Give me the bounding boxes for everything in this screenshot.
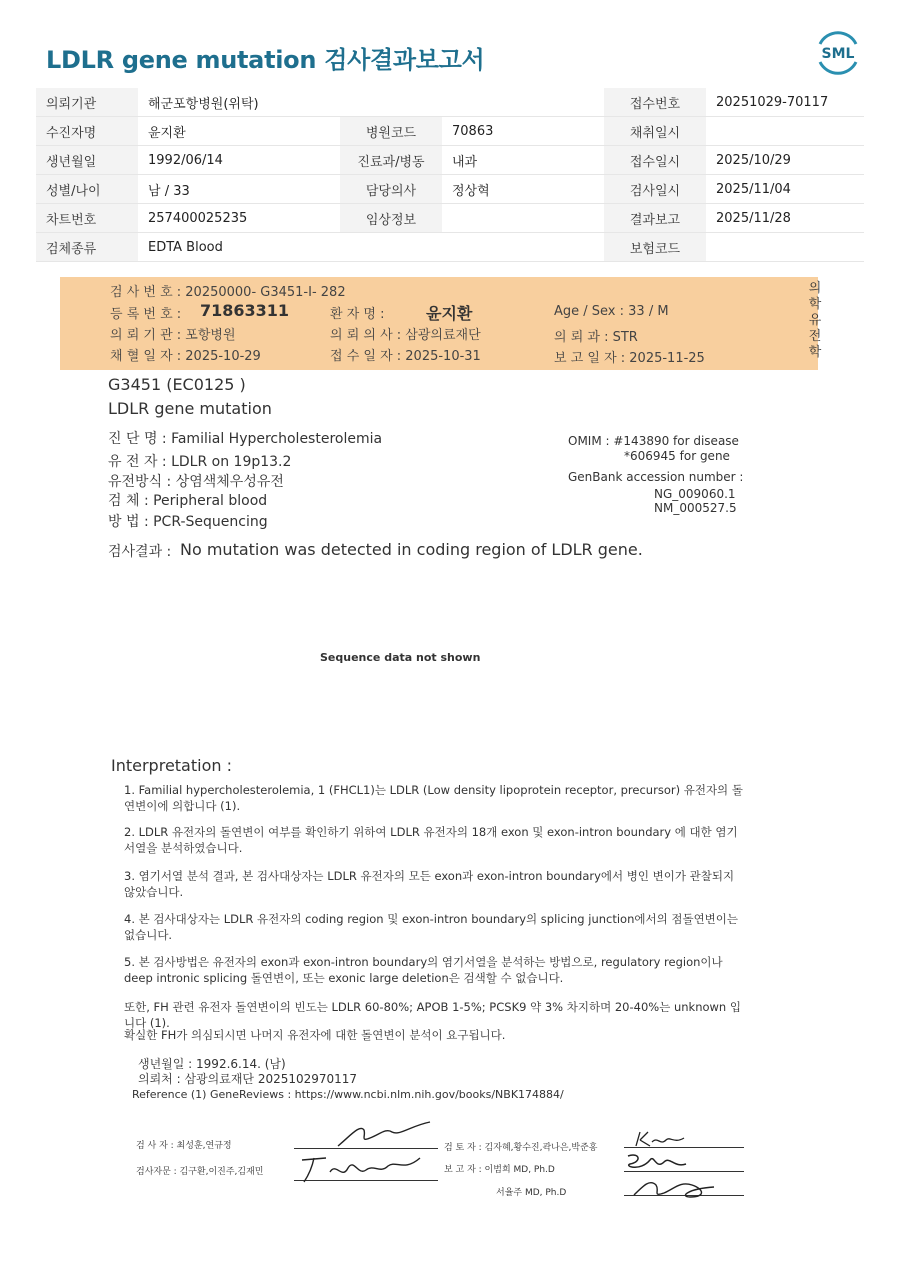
info-value: 정상혁 [442, 175, 604, 204]
info-row [36, 204, 864, 233]
result-text: No mutation was detected in coding region of LDLR gene. [180, 540, 643, 559]
reporter-line-2: 서율주 MD, Ph.D [496, 1188, 567, 1198]
info-value: 2025/10/29 [706, 146, 864, 175]
info-value [442, 204, 604, 233]
result-label: 검사결과 : [108, 544, 172, 560]
info-value [706, 117, 864, 146]
interpretation-heading: Interpretation : [111, 756, 232, 775]
requesting-institution: 의 뢰 기 관 : 포항병원 [110, 328, 236, 343]
handwritten-signature [630, 1128, 690, 1150]
info-row [36, 117, 864, 146]
age-sex: Age / Sex : 33 / M [554, 304, 669, 319]
report-date: 보 고 일 자 : 2025-11-25 [554, 351, 705, 366]
reference-line: Reference (1) GeneReviews : https://www.ncbi.nlm.nih.gov/books/NBK174884/ [132, 1088, 564, 1101]
info-value: 윤지환 [138, 117, 340, 146]
requester-line: 의뢰처 : 삼광의료재단 2025102970117 [138, 1072, 358, 1086]
receipt-date: 접 수 일 자 : 2025-10-31 [330, 349, 481, 364]
handwritten-signature [620, 1150, 690, 1176]
method: 방 법 : PCR-Sequencing [108, 514, 268, 530]
info-label: 차트번호 [36, 204, 138, 233]
interpretation-item: 1. Familial hypercholesterolemia, 1 (FHCL1)는 LDLR (Low density lipoprotein receptor, precursor) 유전자의 돌연변이에 의합니다 (1). [124, 783, 743, 813]
info-label: 담당의사 [340, 175, 442, 204]
info-label: 접수번호 [604, 88, 706, 117]
patient-name-label: 환 자 명 : [330, 307, 385, 322]
info-value: 해군포항병원(위탁) [138, 88, 604, 117]
info-label: 보험코드 [604, 233, 706, 262]
diagnosis: 진 단 명 : Familial Hypercholesterolemia [108, 431, 383, 447]
interpretation-note: 확실한 FH가 의심되시면 나머지 유전자에 대한 돌연변이 분석이 요구됩니다. [124, 1028, 506, 1042]
gene: 유 전 자 : LDLR on 19p13.2 [108, 454, 292, 470]
info-value: 70863 [442, 117, 604, 146]
handwritten-signature [330, 1116, 440, 1150]
genbank-nm: NM_000527.5 [654, 501, 737, 515]
registration-label: 등 록 번 호 : [110, 307, 182, 322]
info-value: 20251029-70117 [706, 88, 864, 117]
specimen: 검 체 : Peripheral blood [108, 493, 268, 509]
registration-number: 71863311 [200, 301, 290, 320]
info-label: 생년월일 [36, 146, 138, 175]
interpretation-item: 2. LDLR 유전자의 돌연변이 여부를 확인하기 위하여 LDLR 유전자의 18개 exon 및 exon-intron boundary 에 대한 염기서열을 분석하였습니다. [124, 825, 738, 855]
birth-date-line: 생년월일 : 1992.6.14. (남) [138, 1057, 286, 1071]
info-label: 접수일시 [604, 146, 706, 175]
info-label: 의뢰기관 [36, 88, 138, 117]
info-label: 진료과/병동 [340, 146, 442, 175]
info-value [706, 233, 864, 262]
interpretation-note: 또한, FH 관련 유전자 돌연변이의 빈도는 LDLR 60-80%; APOB 1-5%; PCSK9 약 3% 차지하며 20-40%는 unknown 입니다 (1). [124, 1000, 741, 1030]
info-label: 채취일시 [604, 117, 706, 146]
info-value: 257400025235 [138, 204, 340, 233]
genbank-ng: NG_009060.1 [654, 487, 736, 501]
omim-gene: *606945 for gene [624, 449, 730, 463]
patient-name: 윤지환 [426, 304, 473, 323]
info-row [36, 175, 864, 204]
requesting-doctor: 의 뢰 의 사 : 삼광의료재단 [330, 328, 481, 343]
department-vertical-label: 의학유전학 [808, 281, 822, 360]
genbank-label: GenBank accession number : [568, 470, 744, 484]
handwritten-signature [296, 1150, 426, 1186]
tester-line: 검 사 자 : 최성훈,연규정 [136, 1141, 232, 1151]
info-value: 내과 [442, 146, 604, 175]
logo-text: SML [821, 46, 855, 62]
patient-info-table [36, 88, 864, 262]
info-label: 검사일시 [604, 175, 706, 204]
info-value: 남 / 33 [138, 175, 340, 204]
info-row [36, 88, 864, 117]
interpretation-item: 4. 본 검사대상자는 LDLR 유전자의 coding region 및 exon-intron boundary의 splicing junction에서의 점돌연변이는 없습니다. [124, 912, 739, 942]
sequence-note: Sequence data not shown [320, 651, 481, 664]
handwritten-signature [630, 1175, 720, 1201]
info-label: 수진자명 [36, 117, 138, 146]
info-value: EDTA Blood [138, 233, 604, 262]
collection-date: 채 혈 일 자 : 2025-10-29 [110, 349, 261, 364]
test-number: 검 사 번 호 : 20250000- G3451-I- 282 [110, 285, 346, 300]
info-label: 검체종류 [36, 233, 138, 262]
info-value: 2025/11/04 [706, 175, 864, 204]
test-code: G3451 (EC0125 ) [108, 375, 246, 394]
test-name: LDLR gene mutation [108, 399, 272, 418]
reviewer-line: 검 토 자 : 김자혜,황수진,곽나은,박준홍 [444, 1143, 598, 1153]
info-label: 결과보고 [604, 204, 706, 233]
info-label: 병원코드 [340, 117, 442, 146]
interpretation-item: 3. 염기서열 분석 결과, 본 검사대상자는 LDLR 유전자의 모든 exon과 exon-intron boundary에서 병인 변이가 관찰되지 않았습니다. [124, 869, 735, 899]
sml-logo [812, 28, 864, 76]
report-title: LDLR gene mutation 검사결과보고서 [46, 46, 485, 74]
info-value: 2025/11/28 [706, 204, 864, 233]
reporter-line: 보 고 자 : 이범희 MD, Ph.D [444, 1165, 555, 1175]
info-label: 임상정보 [340, 204, 442, 233]
interpretation-item: 5. 본 검사방법은 유전자의 exon과 exon-intron boundary의 염기서열을 분석하는 방법으로, regulatory region이나 deep intronic splicing 돌연변이, 또는 exonic large deletion은 검색할 수 없습니다. [124, 955, 723, 985]
info-row [36, 233, 864, 262]
info-value: 1992/06/14 [138, 146, 340, 175]
requesting-dept: 의 뢰 과 : STR [554, 330, 638, 345]
info-row [36, 146, 864, 175]
info-label: 성별/나이 [36, 175, 138, 204]
tester-advisor-line: 검사자문 : 김구환,이진주,김재민 [136, 1167, 264, 1177]
scanned-header-band [60, 277, 822, 370]
inheritance: 유전방식 : 상염색체우성유전 [108, 474, 284, 490]
omim-disease: OMIM : #143890 for disease [568, 434, 739, 448]
